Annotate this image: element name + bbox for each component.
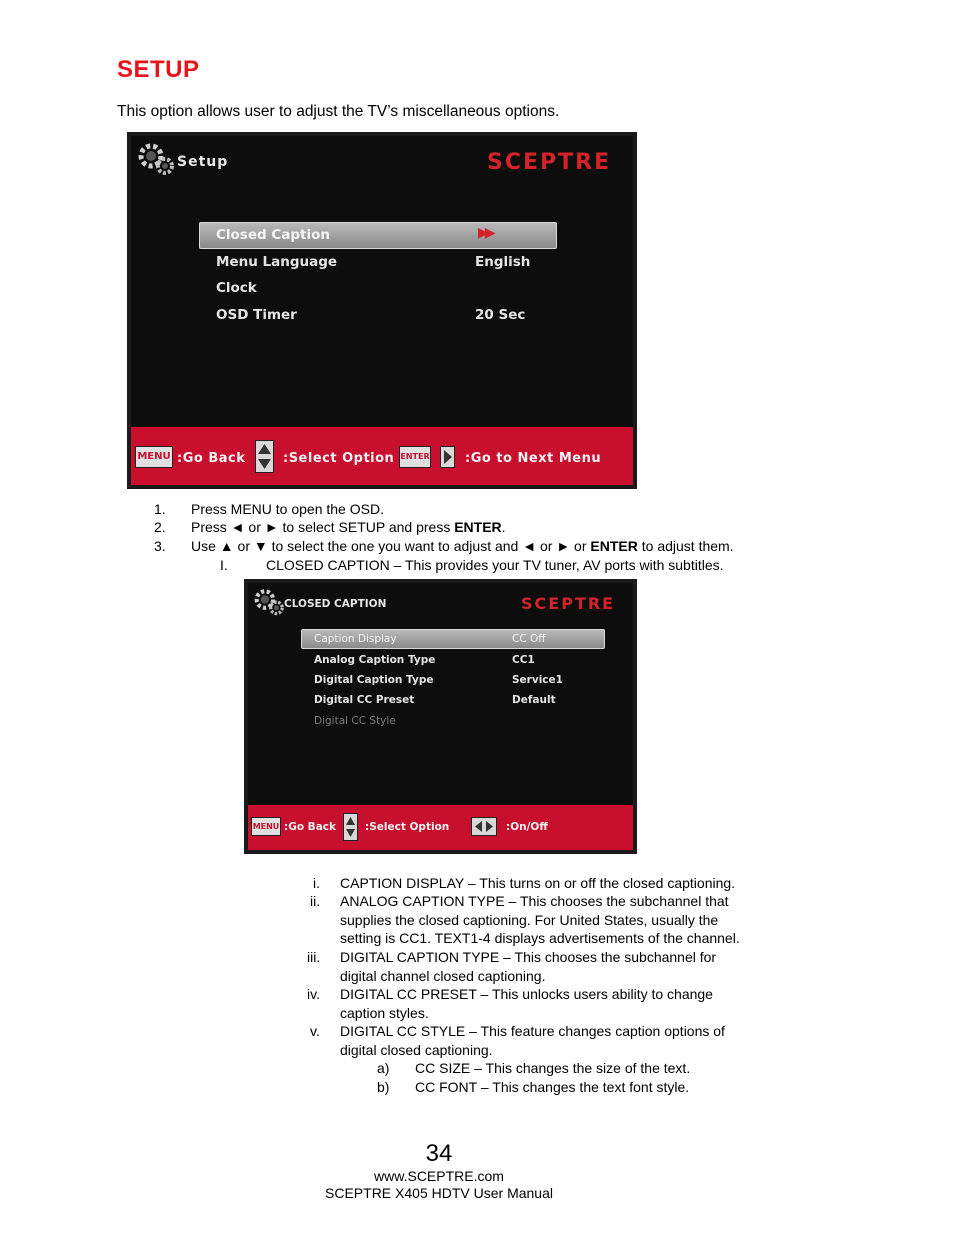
list-item-digital-caption-type: iii. DIGITAL CAPTION TYPE – This chooses the subchannel for digital channel closed captioning. bbox=[307, 949, 717, 984]
menu-item-digital-caption-type[interactable]: Digital Caption Type bbox=[314, 674, 434, 686]
menu-language-value: English bbox=[475, 254, 531, 270]
setup-osd-screenshot bbox=[127, 132, 637, 489]
closed-caption-osd-screenshot bbox=[244, 579, 637, 854]
list-item-digital-cc-preset: iv. DIGITAL CC PRESET – This unlocks users ability to change caption styles. bbox=[307, 986, 713, 1021]
analog-caption-type-value: CC1 bbox=[512, 654, 535, 666]
section-title: SETUP bbox=[117, 56, 200, 83]
digital-cc-preset-value: Default bbox=[512, 694, 556, 706]
osd-footer-bar bbox=[131, 427, 633, 485]
menu-item-osd-timer[interactable]: OSD Timer bbox=[216, 307, 297, 323]
step-2: 2. Press ◄ or ► to select SETUP and press ENTER. bbox=[154, 519, 506, 535]
next-menu-label: :Go to Next Menu bbox=[465, 451, 602, 466]
brand-logo: SCEPTRE bbox=[521, 594, 616, 613]
osd-header-title: Setup bbox=[177, 154, 229, 170]
list-item-cc-size: a) CC SIZE – This changes the size of the text. bbox=[377, 1060, 691, 1076]
osd-timer-value: 20 Sec bbox=[475, 307, 526, 323]
menu-item-caption-display[interactable]: Caption Display bbox=[314, 633, 397, 645]
page-number: 34 bbox=[425, 1140, 453, 1167]
intro-text: This option allows user to adjust the TV’s miscellaneous options. bbox=[117, 103, 560, 120]
menu-item-closed-caption[interactable]: Closed Caption bbox=[216, 227, 331, 243]
on-off-label: :On/Off bbox=[506, 821, 548, 833]
caption-display-value: CC Off bbox=[512, 633, 546, 645]
list-item-cc-font: b) CC FONT – This changes the text font style. bbox=[377, 1079, 690, 1095]
enter-key-icon: ENTER bbox=[399, 446, 431, 468]
menu-item-clock[interactable]: Clock bbox=[216, 280, 257, 296]
menu-item-digital-cc-preset[interactable]: Digital CC Preset bbox=[314, 694, 415, 706]
list-item-analog-caption-type: ii. ANALOG CAPTION TYPE – This chooses the subchannel that supplies the closed captioning. For United States, usually the setting is CC1. TEXT1-4 displays advertisements of the channel. bbox=[310, 893, 740, 946]
gear-icon bbox=[253, 588, 285, 616]
gear-icon bbox=[137, 142, 175, 176]
step-3: 3. Use ▲ or ▼ to select the one you want to adjust and ◄ or ► or ENTER to adjust them. bbox=[154, 538, 734, 554]
substep-I: I. CLOSED CAPTION – This provides your TV tuner, AV ports with subtitles. bbox=[220, 557, 724, 573]
go-back-label: :Go Back bbox=[177, 451, 246, 466]
go-back-label: :Go Back bbox=[284, 821, 336, 833]
menu-key-icon: MENU bbox=[135, 446, 173, 468]
step-1: 1. Press MENU to open the OSD. bbox=[154, 501, 384, 517]
double-arrow-icon: ▶▶ bbox=[478, 225, 492, 241]
digital-caption-type-value: Service1 bbox=[512, 674, 563, 686]
list-item-caption-display: i. CAPTION DISPLAY – This turns on or off the closed captioning. bbox=[313, 875, 736, 891]
menu-item-analog-caption-type[interactable]: Analog Caption Type bbox=[314, 654, 436, 666]
osd-header-title: CLOSED CAPTION bbox=[284, 598, 387, 610]
left-right-arrow-icon bbox=[471, 817, 497, 836]
osd-footer-bar bbox=[248, 805, 633, 850]
website-url: www.SCEPTRE.com bbox=[374, 1168, 504, 1184]
list-item-digital-cc-style: v. DIGITAL CC STYLE – This feature changes caption options of digital closed captioning. bbox=[310, 1023, 725, 1058]
menu-item-menu-language[interactable]: Menu Language bbox=[216, 254, 338, 270]
select-option-label: :Select Option bbox=[283, 451, 395, 466]
up-down-arrow-icon bbox=[255, 440, 274, 473]
select-option-label: :Select Option bbox=[365, 821, 450, 833]
brand-logo: SCEPTRE bbox=[487, 150, 612, 175]
manual-title: SCEPTRE X405 HDTV User Manual bbox=[325, 1185, 553, 1201]
up-down-arrow-icon bbox=[343, 813, 358, 841]
menu-key-icon: MENU bbox=[251, 817, 281, 836]
right-arrow-icon bbox=[440, 446, 455, 468]
menu-item-digital-cc-style: Digital CC Style bbox=[314, 715, 396, 727]
